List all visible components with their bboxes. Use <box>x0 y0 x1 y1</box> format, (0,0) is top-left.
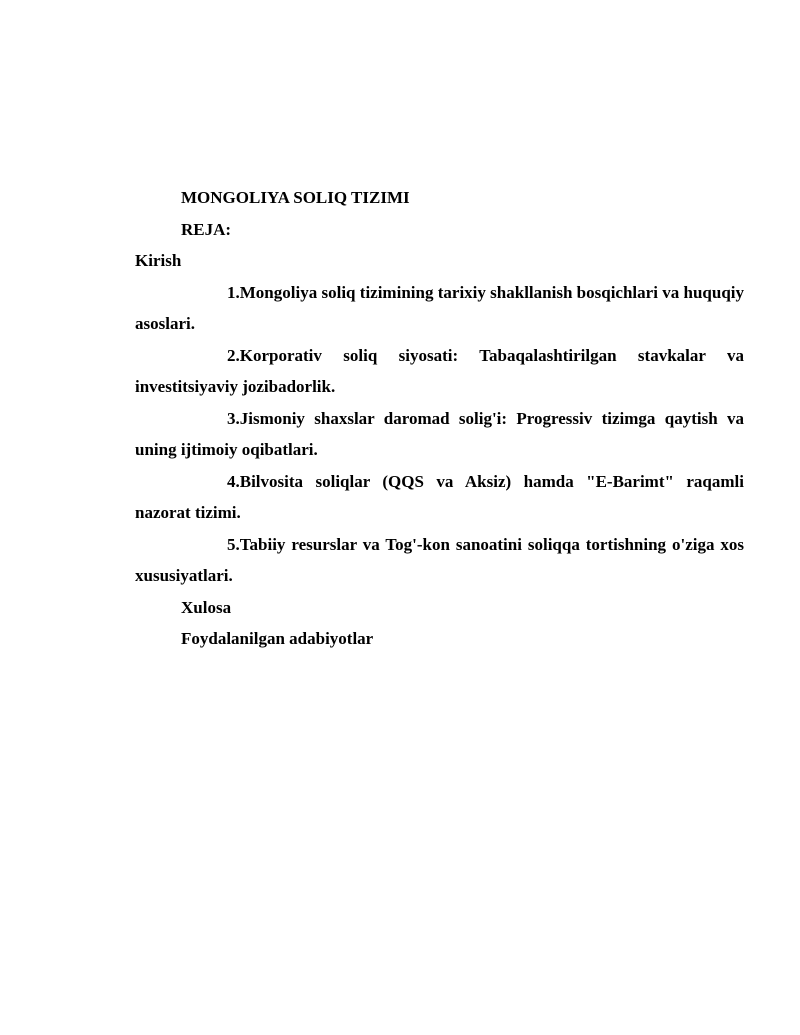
plan-item-2-number: 2. <box>227 345 240 365</box>
intro-label: Kirish <box>135 251 182 270</box>
plan-item-1-number: 1. <box>227 282 240 302</box>
plan-item-4-text: Bilvosita soliqlar (QQS va Aksiz) hamda "E-Barimt" raqamli nazorat tizimi. <box>135 471 744 522</box>
plan-item-1-text: Mongoliya soliq tizimining tarixiy shakllanish bosqichlari va huquqiy asoslari. <box>135 282 744 333</box>
plan-item-1 <box>135 277 744 340</box>
plan-item-2-text: Korporativ soliq siyosati: Tabaqalashtirilgan stavkalar va investitsiyaviy jozibadorlik. <box>135 345 744 396</box>
plan-item-3-number: 3. <box>227 408 240 428</box>
plan-item-2 <box>135 340 744 403</box>
plan-item-4-number: 4. <box>227 471 240 491</box>
plan-item-5-number: 5. <box>227 534 240 554</box>
plan-item-4 <box>135 466 744 529</box>
plan-item-5 <box>135 529 744 592</box>
conclusion-label: Xulosa <box>181 597 232 617</box>
references-label: Foydalanilgan adabiyotlar <box>181 629 374 648</box>
plan-item-5-text: Tabiiy resurslar va Tog'-kon sanoatini soliqqa tortishning o'ziga xos xususiyatlari. <box>135 534 744 585</box>
plan-item-3-text: Jismoniy shaxslar daromad solig'i: Progressiv tizimga qaytish va uning ijtimoiy oqibatlari. <box>135 408 744 459</box>
plan-heading: REJA: <box>181 219 232 239</box>
document-content <box>135 182 744 655</box>
plan-item-3 <box>135 403 744 466</box>
document-title: MONGOLIYA SOLIQ TIZIMI <box>181 188 410 207</box>
